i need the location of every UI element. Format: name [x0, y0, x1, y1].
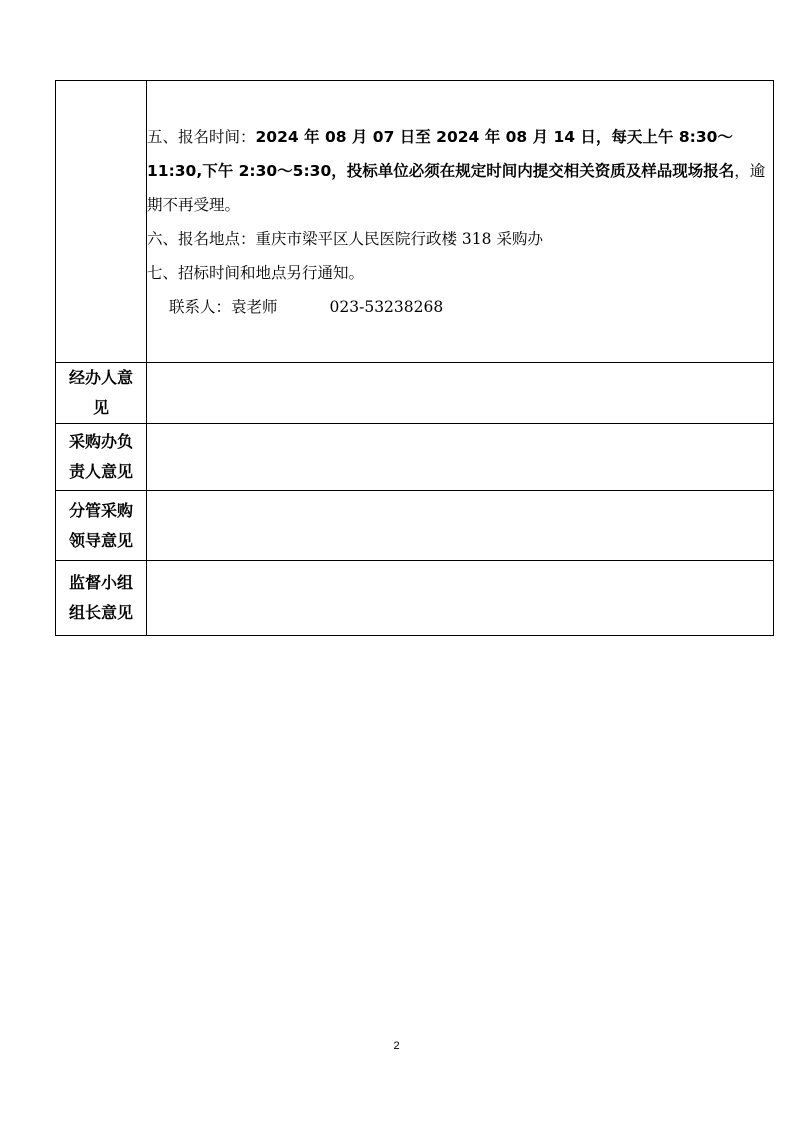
- label-line: 责人意见: [68, 462, 133, 481]
- contact-line: [147, 290, 773, 324]
- label-line: 经办人意: [68, 368, 133, 387]
- form-row: [56, 491, 774, 561]
- registration-time-paragraph: [147, 120, 773, 222]
- registration-time-label: 五、报名时间：: [147, 127, 256, 146]
- notice-row: [56, 81, 774, 363]
- notice-label-cell: [56, 81, 147, 363]
- procurement-head-opinion-label: [56, 424, 147, 491]
- notice-content-cell: [147, 81, 774, 363]
- label-line: 监督小组: [68, 573, 133, 592]
- procurement-head-opinion-field[interactable]: [147, 424, 774, 491]
- contact-phone: 023-53238268: [329, 297, 444, 316]
- handler-opinion-field[interactable]: [147, 363, 774, 424]
- registration-time-tail: ，逾期不再受理。: [147, 161, 766, 214]
- registration-time-details: 2024 年 08 月 07 日至 2024 年 08 月 14 日，每天上午 8:30～11:30,下午 2:30～5:30，投标单位必须在规定时间内提交相关资质及样品现场报名: [147, 127, 735, 180]
- registration-location: 六、报名地点：重庆市梁平区人民医院行政楼 318 采购办: [147, 229, 543, 248]
- approval-form-table: [55, 80, 774, 636]
- supervision-leader-opinion-label: [56, 561, 147, 636]
- supervision-leader-opinion-field[interactable]: [147, 561, 774, 636]
- label-line: 组长意见: [68, 603, 133, 622]
- label-line: 分管采购: [68, 500, 133, 520]
- label-line: 领导意见: [68, 530, 133, 550]
- contact-person: 联系人：袁老师: [169, 297, 278, 316]
- form-row: [56, 561, 774, 636]
- label-line: 见: [92, 398, 109, 417]
- procurement-leader-opinion-field[interactable]: [147, 491, 774, 561]
- bidding-time-notice: 七、招标时间和地点另行通知。: [147, 263, 365, 282]
- label-line: 采购办负: [68, 432, 133, 451]
- form-row: [56, 363, 774, 424]
- handler-opinion-label: [56, 363, 147, 424]
- page-number: 2: [393, 1040, 400, 1052]
- form-row: [56, 424, 774, 491]
- procurement-leader-opinion-label: [56, 491, 147, 561]
